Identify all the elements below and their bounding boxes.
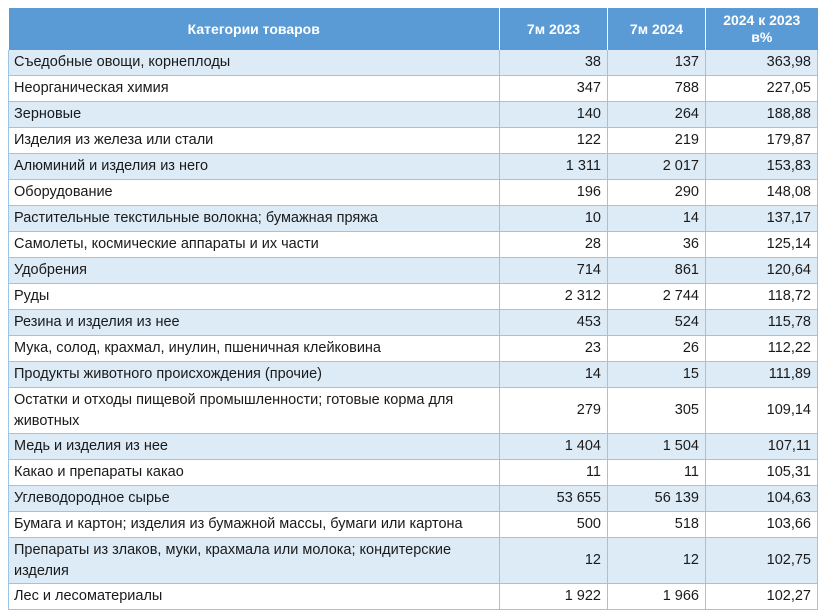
category-cell: Резина и изделия из нее <box>9 310 500 336</box>
table-row <box>9 76 818 102</box>
table-row <box>9 128 818 154</box>
ratio-cell: 227,05 <box>706 76 818 102</box>
table-row <box>9 362 818 388</box>
value-2023-cell: 2 312 <box>500 284 608 310</box>
table-row <box>9 102 818 128</box>
value-2024-cell: 264 <box>608 102 706 128</box>
value-2023-cell: 53 655 <box>500 486 608 512</box>
value-2024-cell: 524 <box>608 310 706 336</box>
value-2024-cell: 56 139 <box>608 486 706 512</box>
ratio-cell: 188,88 <box>706 102 818 128</box>
value-2023-cell: 11 <box>500 460 608 486</box>
header-ratio: 2024 к 2023 в% <box>706 8 818 50</box>
table-row <box>9 538 818 584</box>
table-row <box>9 512 818 538</box>
value-2024-cell: 26 <box>608 336 706 362</box>
category-cell: Какао и препараты какао <box>9 460 500 486</box>
header-7m-2024: 7м 2024 <box>608 8 706 50</box>
category-cell: Остатки и отходы пищевой промышленности; готовые корма для животных <box>9 388 500 434</box>
ratio-cell: 104,63 <box>706 486 818 512</box>
value-2024-cell: 788 <box>608 76 706 102</box>
category-cell: Бумага и картон; изделия из бумажной массы, бумаги или картона <box>9 512 500 538</box>
value-2023-cell: 279 <box>500 388 608 434</box>
value-2024-cell: 518 <box>608 512 706 538</box>
ratio-cell: 118,72 <box>706 284 818 310</box>
value-2023-cell: 140 <box>500 102 608 128</box>
value-2023-cell: 1 922 <box>500 584 608 610</box>
ratio-cell: 109,14 <box>706 388 818 434</box>
ratio-cell: 112,22 <box>706 336 818 362</box>
table-row <box>9 336 818 362</box>
ratio-cell: 179,87 <box>706 128 818 154</box>
value-2023-cell: 28 <box>500 232 608 258</box>
value-2023-cell: 38 <box>500 50 608 76</box>
category-cell: Углеводородное сырье <box>9 486 500 512</box>
table-row <box>9 584 818 610</box>
category-cell: Съедобные овощи, корнеплоды <box>9 50 500 76</box>
category-cell: Оборудование <box>9 180 500 206</box>
value-2024-cell: 1 966 <box>608 584 706 610</box>
table-row <box>9 434 818 460</box>
value-2024-cell: 137 <box>608 50 706 76</box>
category-cell: Удобрения <box>9 258 500 284</box>
value-2024-cell: 861 <box>608 258 706 284</box>
value-2024-cell: 36 <box>608 232 706 258</box>
value-2023-cell: 23 <box>500 336 608 362</box>
table-row <box>9 388 818 434</box>
category-cell: Продукты животного происхождения (прочие) <box>9 362 500 388</box>
value-2024-cell: 2 017 <box>608 154 706 180</box>
value-2023-cell: 1 311 <box>500 154 608 180</box>
value-2024-cell: 15 <box>608 362 706 388</box>
ratio-cell: 103,66 <box>706 512 818 538</box>
ratio-cell: 125,14 <box>706 232 818 258</box>
value-2024-cell: 290 <box>608 180 706 206</box>
table-row <box>9 50 818 76</box>
value-2023-cell: 14 <box>500 362 608 388</box>
category-cell: Лес и лесоматериалы <box>9 584 500 610</box>
value-2023-cell: 1 404 <box>500 434 608 460</box>
value-2023-cell: 196 <box>500 180 608 206</box>
value-2024-cell: 11 <box>608 460 706 486</box>
value-2023-cell: 714 <box>500 258 608 284</box>
value-2024-cell: 14 <box>608 206 706 232</box>
category-cell: Изделия из железа или стали <box>9 128 500 154</box>
header-row <box>9 8 818 50</box>
value-2023-cell: 12 <box>500 538 608 584</box>
value-2023-cell: 122 <box>500 128 608 154</box>
category-cell: Неорганическая химия <box>9 76 500 102</box>
table-row <box>9 206 818 232</box>
category-cell: Самолеты, космические аппараты и их части <box>9 232 500 258</box>
category-cell: Медь и изделия из нее <box>9 434 500 460</box>
value-2024-cell: 12 <box>608 538 706 584</box>
value-2024-cell: 305 <box>608 388 706 434</box>
category-cell: Растительные текстильные волокна; бумажная пряжа <box>9 206 500 232</box>
header-7m-2023: 7м 2023 <box>500 8 608 50</box>
ratio-cell: 102,27 <box>706 584 818 610</box>
header-category: Категории товаров <box>9 8 500 50</box>
table-row <box>9 180 818 206</box>
table-row <box>9 284 818 310</box>
ratio-cell: 102,75 <box>706 538 818 584</box>
ratio-cell: 107,11 <box>706 434 818 460</box>
value-2023-cell: 500 <box>500 512 608 538</box>
table-row <box>9 486 818 512</box>
category-cell: Мука, солод, крахмал, инулин, пшеничная клейковина <box>9 336 500 362</box>
ratio-cell: 120,64 <box>706 258 818 284</box>
value-2024-cell: 1 504 <box>608 434 706 460</box>
category-cell: Препараты из злаков, муки, крахмала или молока; кондитерские изделия <box>9 538 500 584</box>
category-cell: Алюминий и изделия из него <box>9 154 500 180</box>
value-2023-cell: 347 <box>500 76 608 102</box>
category-cell: Руды <box>9 284 500 310</box>
ratio-cell: 153,83 <box>706 154 818 180</box>
table-row <box>9 460 818 486</box>
ratio-cell: 111,89 <box>706 362 818 388</box>
trade-table <box>8 8 818 610</box>
category-cell: Зерновые <box>9 102 500 128</box>
table-body <box>9 50 818 610</box>
ratio-cell: 148,08 <box>706 180 818 206</box>
value-2024-cell: 2 744 <box>608 284 706 310</box>
table-row <box>9 232 818 258</box>
table-row <box>9 258 818 284</box>
value-2024-cell: 219 <box>608 128 706 154</box>
ratio-cell: 137,17 <box>706 206 818 232</box>
table-row <box>9 310 818 336</box>
table-row <box>9 154 818 180</box>
value-2023-cell: 10 <box>500 206 608 232</box>
value-2023-cell: 453 <box>500 310 608 336</box>
ratio-cell: 115,78 <box>706 310 818 336</box>
ratio-cell: 363,98 <box>706 50 818 76</box>
ratio-cell: 105,31 <box>706 460 818 486</box>
